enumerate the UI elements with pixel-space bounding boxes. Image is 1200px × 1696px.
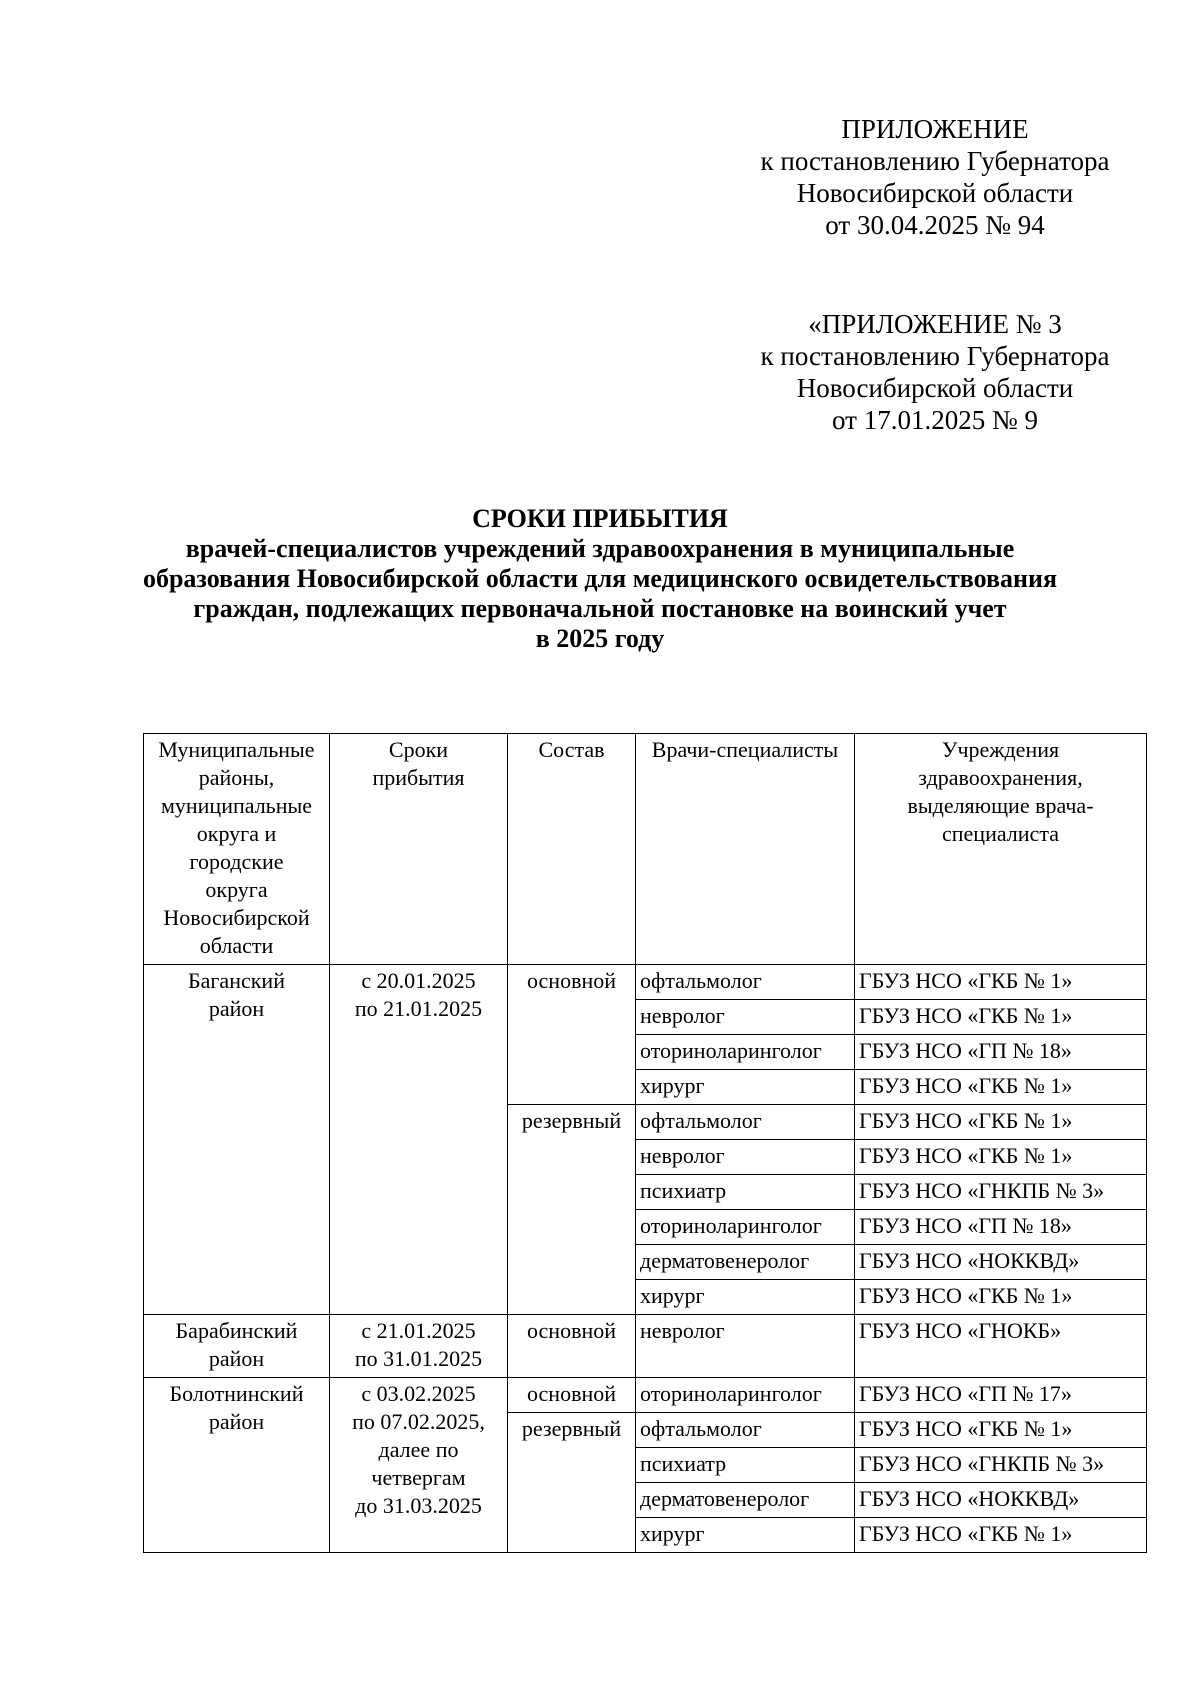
stamp-line: от 17.01.2025 № 9 (832, 405, 1038, 435)
group-type-cell: основной (508, 1378, 636, 1413)
table-header-row (144, 734, 1147, 965)
approval-stamp-current (735, 113, 1135, 241)
institution-cell: ГБУЗ НСО «ГНКПБ № 3» (855, 1448, 1147, 1483)
cell-line: округа (205, 877, 268, 902)
doctor-cell: оториноларинголог (636, 1378, 855, 1413)
institution-cell: ГБУЗ НСО «ГКБ № 1» (855, 1413, 1147, 1448)
cell-line: с 20.01.2025 (361, 968, 476, 993)
institution-cell: ГБУЗ НСО «ГКБ № 1» (855, 1280, 1147, 1315)
table-row (144, 1315, 1147, 1378)
district-name-cell (144, 965, 330, 1315)
cell-line: районы, (198, 765, 275, 790)
header-doctors: Врачи-специалисты (636, 734, 855, 965)
cell-line: четвергам (371, 1465, 466, 1490)
stamp-line: «ПРИЛОЖЕНИЕ № 3 (808, 309, 1062, 339)
stamp-line: от 30.04.2025 № 94 (825, 210, 1045, 240)
cell-line: прибытия (372, 765, 465, 790)
doctor-cell: дерматовенеролог (636, 1483, 855, 1518)
approval-stamp-original (735, 308, 1135, 436)
doctor-cell: офтальмолог (636, 1105, 855, 1140)
doctor-cell: оториноларинголог (636, 1210, 855, 1245)
document-title (100, 504, 1100, 654)
cell-line: далее по (378, 1437, 459, 1462)
doctor-cell: оториноларинголог (636, 1035, 855, 1070)
stamp-line: Новосибирской области (796, 178, 1074, 208)
arrival-dates-cell (330, 965, 508, 1315)
doctor-cell: психиатр (636, 1448, 855, 1483)
doctor-cell: хирург (636, 1280, 855, 1315)
cell-line: Муниципальные (158, 737, 315, 762)
cell-line: по 31.01.2025 (354, 1346, 483, 1371)
cell-line: Барабинский (175, 1318, 298, 1343)
table-row (144, 965, 1147, 1000)
doctor-cell: невролог (636, 1315, 855, 1378)
header-institutions (855, 734, 1147, 965)
cell-line: Учреждения (941, 737, 1060, 762)
district-name-cell (144, 1315, 330, 1378)
cell-line: по 07.02.2025, (352, 1409, 485, 1434)
title-line: образования Новосибирской области для медицинского освидетельствования (142, 564, 1058, 593)
cell-line: район (208, 1409, 265, 1434)
cell-line: с 21.01.2025 (361, 1318, 476, 1343)
cell-line: Болотнинский (169, 1381, 304, 1406)
district-name-cell (144, 1378, 330, 1553)
cell-line: с 03.02.2025 (361, 1381, 476, 1406)
cell-line: городские (189, 849, 284, 874)
institution-cell: ГБУЗ НСО «ГП № 17» (855, 1378, 1147, 1413)
title-line: граждан, подлежащих первоначальной постановке на воинский учет (193, 594, 1007, 623)
institution-cell: ГБУЗ НСО «ГНКПБ № 3» (855, 1175, 1147, 1210)
doctor-cell: дерматовенеролог (636, 1245, 855, 1280)
cell-line: выделяющие врача- (907, 793, 1094, 818)
institution-cell: ГБУЗ НСО «ГКБ № 1» (855, 1070, 1147, 1105)
doctor-cell: невролог (636, 1000, 855, 1035)
cell-line: до 31.03.2025 (355, 1493, 482, 1518)
cell-line: Новосибирской (163, 905, 310, 930)
institution-cell: ГБУЗ НСО «ГНОКБ» (855, 1315, 1147, 1378)
schedule-table (143, 733, 1147, 1553)
institution-cell: ГБУЗ НСО «ГП № 18» (855, 1210, 1147, 1245)
doctor-cell: невролог (636, 1140, 855, 1175)
title-line: СРОКИ ПРИБЫТИЯ (472, 504, 728, 533)
group-type-cell: основной (508, 1315, 636, 1378)
doctor-cell: офтальмолог (636, 1413, 855, 1448)
institution-cell: ГБУЗ НСО «ГКБ № 1» (855, 1000, 1147, 1035)
header-dates (330, 734, 508, 965)
schedule-table-body (144, 734, 1147, 1553)
institution-cell: ГБУЗ НСО «НОККВД» (855, 1483, 1147, 1518)
stamp-line: к постановлению Губернатора (760, 146, 1110, 176)
group-type-cell: резервный (508, 1413, 636, 1553)
doctor-cell: офтальмолог (636, 965, 855, 1000)
cell-line: Сроки (388, 737, 449, 762)
doctor-cell: хирург (636, 1070, 855, 1105)
title-line: в 2025 году (535, 624, 665, 653)
stamp-line: ПРИЛОЖЕНИЕ (841, 114, 1029, 144)
header-group: Состав (508, 734, 636, 965)
cell-line: Баганский (188, 968, 285, 993)
title-line: врачей-специалистов учреждений здравоохранения в муниципальные (185, 534, 1015, 563)
header-district (144, 734, 330, 965)
institution-cell: ГБУЗ НСО «НОККВД» (855, 1245, 1147, 1280)
cell-line: специалиста (942, 821, 1059, 846)
institution-cell: ГБУЗ НСО «ГКБ № 1» (855, 1105, 1147, 1140)
institution-cell: ГБУЗ НСО «ГП № 18» (855, 1035, 1147, 1070)
cell-line: здравоохранения, (918, 765, 1083, 790)
stamp-line: к постановлению Губернатора (760, 341, 1110, 371)
table-row (144, 1378, 1147, 1413)
doctor-cell: хирург (636, 1518, 855, 1553)
cell-line: район (208, 996, 265, 1021)
cell-line: области (199, 933, 274, 958)
institution-cell: ГБУЗ НСО «ГКБ № 1» (855, 1140, 1147, 1175)
arrival-dates-cell (330, 1378, 508, 1553)
cell-line: округа и (196, 821, 277, 846)
group-type-cell: основной (508, 965, 636, 1105)
cell-line: район (208, 1346, 265, 1371)
cell-line: по 21.01.2025 (354, 996, 483, 1021)
group-type-cell: резервный (508, 1105, 636, 1315)
doctor-cell: психиатр (636, 1175, 855, 1210)
arrival-dates-cell (330, 1315, 508, 1378)
stamp-line: Новосибирской области (796, 373, 1074, 403)
institution-cell: ГБУЗ НСО «ГКБ № 1» (855, 1518, 1147, 1553)
institution-cell: ГБУЗ НСО «ГКБ № 1» (855, 965, 1147, 1000)
cell-line: муниципальные (160, 793, 313, 818)
